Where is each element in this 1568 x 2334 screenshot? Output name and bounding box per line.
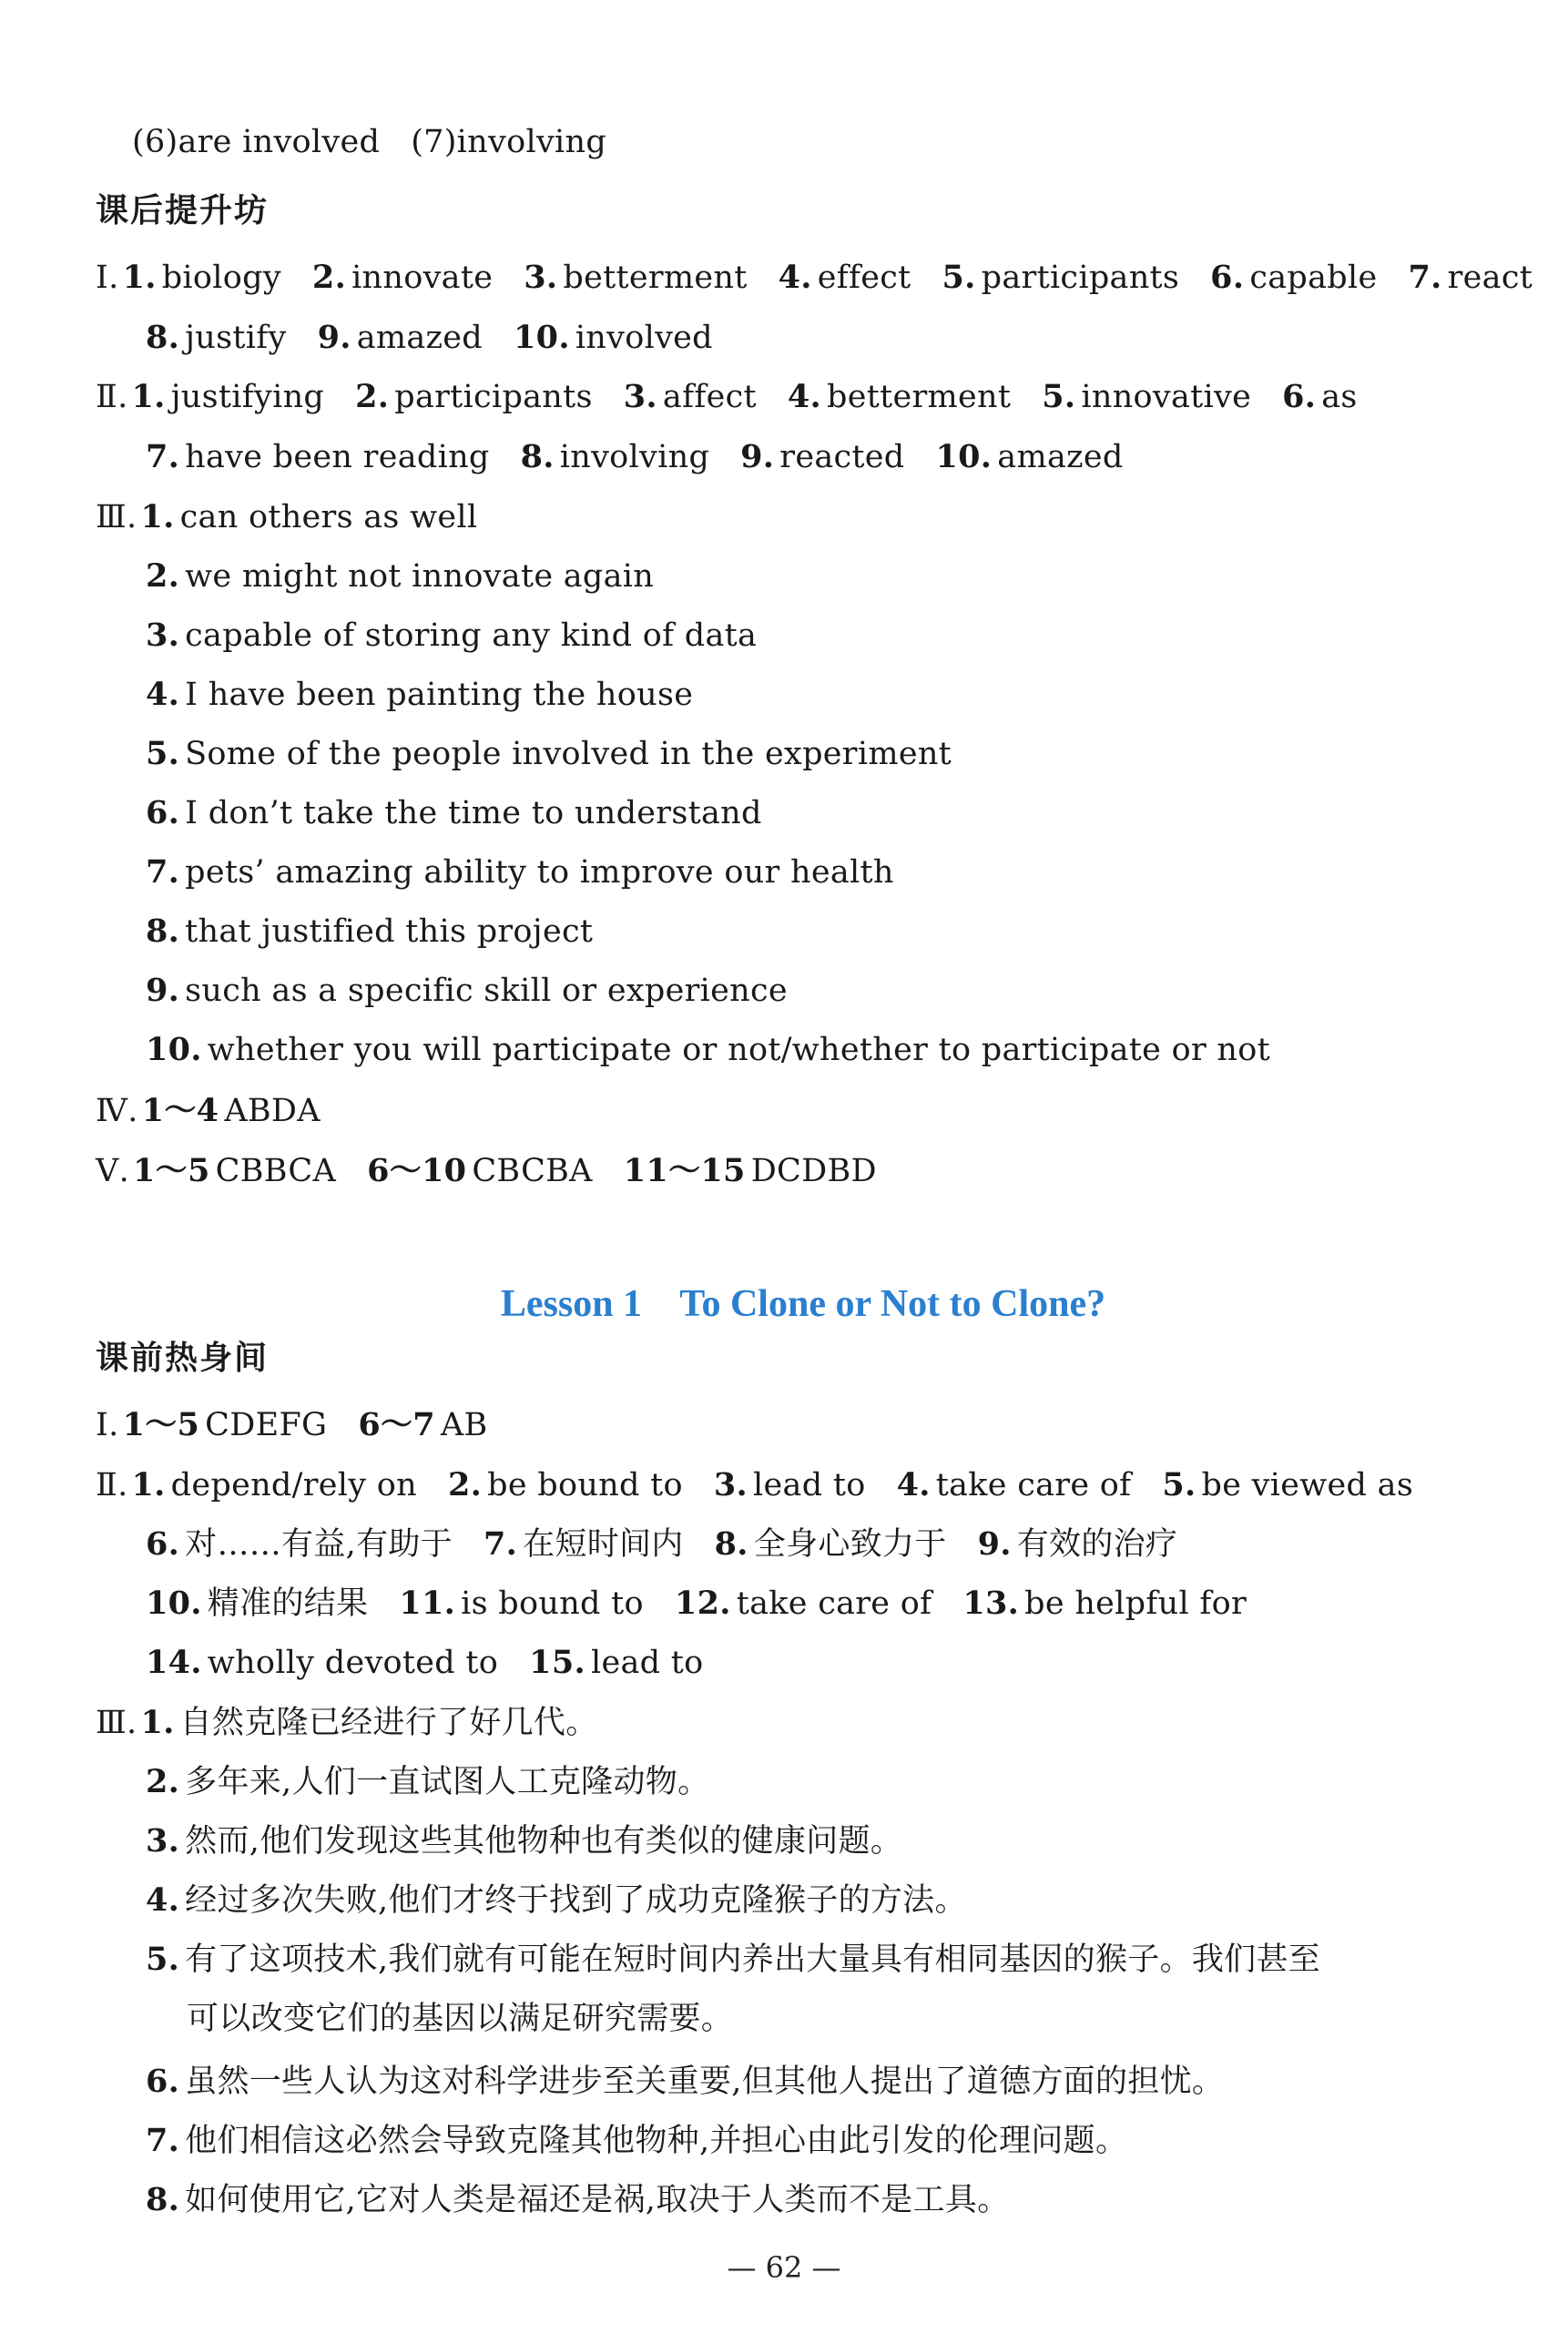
answer-text: we might not innovate again — [185, 558, 655, 595]
answer-text: 如何使用它,它对人类是福还是祸,取决于人类而不是工具。 — [185, 2182, 1010, 2218]
item-number: 10. — [146, 1585, 202, 1622]
item-number: 6. — [146, 1525, 180, 1563]
answer-text: justifying — [170, 379, 325, 415]
item-number: 7. — [483, 1525, 518, 1563]
answer-text: 自然克隆已经进行了好几代。 — [179, 1705, 598, 1741]
answer-text: 他们相信这必然会导致克隆其他物种,并担心由此引发的伦理问题。 — [185, 2123, 1128, 2159]
answer-text: capable of storing any kind of data — [185, 617, 758, 654]
item-number: 7. — [146, 853, 180, 891]
part-4-line — [96, 1091, 321, 1131]
answer-item: (6)are involved — [132, 124, 381, 160]
item-number: 9. — [146, 972, 180, 1009]
answer-text: pets’ amazing ability to improve our health — [185, 854, 894, 891]
answer-item: (7)involving — [411, 124, 607, 160]
answer-text: reacted — [779, 439, 905, 475]
answer-text: affect — [662, 379, 757, 415]
answer-text: 然而,他们发现这些其他物种也有类似的健康问题。 — [185, 1823, 903, 1860]
item-number: 2. — [146, 1763, 180, 1800]
answer-text: 经过多次失败,他们才终于找到了成功克隆猴子的方法。 — [185, 1882, 967, 1919]
answer-text: 有了这项技术,我们就有可能在短时间内养出大量具有相同基因的猴子。我们甚至 — [185, 1942, 1321, 1978]
answer-text: lead to — [590, 1645, 704, 1681]
answer-text: be bound to — [487, 1467, 683, 1503]
item-number: 1. — [122, 259, 157, 296]
item-number: 3. — [146, 1822, 180, 1860]
answer-text: 有效的治疗 — [1016, 1526, 1178, 1563]
item-number: 8. — [714, 1525, 748, 1563]
lesson-label: Lesson 1 — [500, 1283, 643, 1325]
item-number: 5. — [1162, 1466, 1196, 1503]
item-number: 8. — [146, 2181, 180, 2218]
item-number: 10. — [514, 319, 570, 356]
warmup-part-3-item-3 — [146, 1821, 902, 1861]
part-3-item-7 — [146, 852, 894, 892]
answer-text: involved — [575, 320, 713, 356]
item-number: 13. — [962, 1585, 1020, 1622]
part-2-line-2 — [146, 437, 1124, 477]
page-number: — 62 — — [727, 2250, 841, 2285]
item-range: 11～15 — [623, 1152, 746, 1189]
item-number: 6. — [1282, 378, 1317, 415]
answer-text: that justified this project — [185, 913, 594, 950]
item-number: 8. — [520, 438, 555, 475]
continued-answers — [132, 122, 606, 162]
part-1-line-1 — [96, 258, 1532, 298]
item-range: 1～5 — [133, 1152, 210, 1189]
answer-text: CBCBA — [472, 1153, 593, 1189]
answer-text: biology — [161, 260, 281, 296]
answer-text: 多年来,人们一直试图人工克隆动物。 — [185, 1764, 710, 1800]
warmup-part-3-item-2 — [146, 1762, 709, 1802]
item-number: 2. — [311, 259, 347, 296]
item-number: 4. — [778, 259, 812, 296]
part-3-item-9 — [146, 971, 788, 1011]
answer-text: I don’t take the time to understand — [185, 795, 762, 831]
part-3-item-5 — [146, 734, 952, 774]
section-heading-1: 课后提升坊 — [96, 192, 270, 229]
roman-numeral: Ⅴ. — [96, 1153, 130, 1189]
answer-text: whether you will participate or not/whether to participate or not — [207, 1032, 1270, 1068]
item-number: 8. — [146, 912, 180, 950]
roman-numeral: Ⅲ. — [96, 499, 137, 535]
answer-text: involving — [559, 439, 710, 475]
item-number: 9. — [977, 1525, 1012, 1563]
item-number: 2. — [355, 378, 390, 415]
item-range: 6～10 — [367, 1152, 467, 1189]
warmup-part-3-item-1 — [96, 1703, 598, 1743]
answer-text: amazed — [356, 320, 484, 356]
part-3-item-10 — [146, 1030, 1270, 1070]
answer-text: 在短时间内 — [523, 1526, 684, 1563]
part-3-item-6 — [146, 793, 762, 833]
warmup-part-2-line-2 — [146, 1524, 1177, 1564]
item-number: 1. — [140, 1704, 175, 1741]
answer-text: 对……有益,有助于 — [185, 1526, 453, 1563]
item-number: 2. — [447, 1466, 483, 1503]
answer-text: depend/rely on — [170, 1467, 417, 1503]
part-3-item-3 — [146, 616, 757, 656]
answer-text: is bound to — [461, 1585, 644, 1622]
answer-text: amazed — [997, 439, 1124, 475]
answer-text: participants — [394, 379, 593, 415]
item-number: 5. — [942, 259, 976, 296]
part-1-line-2 — [146, 318, 713, 358]
roman-numeral: Ⅰ. — [96, 1407, 119, 1443]
section-heading-2: 课前热身间 — [96, 1340, 270, 1377]
roman-numeral: Ⅱ. — [96, 379, 128, 415]
answer-text: justify — [185, 320, 287, 356]
warmup-part-3-item-5 — [146, 1940, 1320, 1980]
item-number: 7. — [1408, 259, 1442, 296]
item-range: 1～5 — [122, 1406, 200, 1443]
answer-text: can others as well — [179, 499, 478, 535]
warmup-part-3-item-4 — [146, 1880, 967, 1921]
item-number: 3. — [713, 1466, 748, 1503]
item-number: 1. — [131, 1466, 166, 1503]
answer-text: take care of — [935, 1467, 1132, 1503]
answer-text: capable — [1249, 260, 1378, 296]
answer-text: CDEFG — [205, 1407, 328, 1443]
part-3-item-4 — [146, 675, 693, 715]
item-number: 4. — [787, 378, 822, 415]
warmup-part-2-line-1 — [96, 1465, 1413, 1505]
part-3-item-8 — [146, 912, 593, 952]
answer-text: 虽然一些人认为这对科学进步至关重要,但其他人提出了道德方面的担忧。 — [185, 2064, 1225, 2100]
roman-numeral: Ⅳ. — [96, 1093, 138, 1129]
item-number: 5. — [146, 735, 180, 772]
answer-text: betterment — [827, 379, 1012, 415]
answer-text: lead to — [753, 1467, 866, 1503]
answer-text: be viewed as — [1201, 1467, 1414, 1503]
answer-text: have been reading — [185, 439, 490, 475]
item-number: 9. — [740, 438, 775, 475]
part-5-line — [96, 1151, 877, 1191]
warmup-part-3-item-6 — [146, 2062, 1224, 2102]
item-number: 4. — [896, 1466, 931, 1503]
item-number: 8. — [146, 319, 180, 356]
item-number: 10. — [146, 1031, 202, 1068]
warmup-part-2-line-4 — [146, 1643, 704, 1683]
answer-text: CBBCA — [215, 1153, 337, 1189]
warmup-part-3-item-5-continued: 可以改变它们的基因以满足研究需要。 — [187, 2001, 734, 2037]
warmup-part-1-line — [96, 1405, 488, 1445]
answer-text: innovate — [351, 260, 494, 296]
roman-numeral: Ⅲ. — [96, 1705, 137, 1741]
answer-text: I have been painting the house — [185, 677, 694, 713]
item-number: 5. — [146, 1941, 180, 1978]
item-range: 6～7 — [358, 1406, 435, 1443]
answer-text: Some of the people involved in the experiment — [185, 736, 952, 772]
answer-text: betterment — [563, 260, 748, 296]
part-3-item-2 — [146, 556, 654, 596]
item-number: 5. — [1042, 378, 1076, 415]
item-number: 9. — [317, 319, 351, 356]
answer-text: be helpful for — [1024, 1585, 1247, 1622]
item-number: 4. — [146, 1881, 180, 1919]
item-number: 14. — [146, 1644, 202, 1681]
roman-numeral: Ⅰ. — [96, 260, 119, 296]
answer-text: effect — [817, 260, 911, 296]
item-number: 1. — [131, 378, 166, 415]
item-number: 7. — [146, 2122, 180, 2159]
warmup-part-3-item-7 — [146, 2121, 1127, 2161]
answer-text: DCDBD — [750, 1153, 877, 1189]
answer-text: take care of — [736, 1585, 932, 1622]
answer-text: 精准的结果 — [207, 1585, 369, 1622]
answer-text: react — [1447, 260, 1533, 296]
item-number: 2. — [146, 557, 180, 595]
item-number: 4. — [146, 676, 180, 713]
answer-text: such as a specific skill or experience — [185, 973, 788, 1009]
item-number: 3. — [623, 378, 657, 415]
item-number: 12. — [674, 1585, 731, 1622]
item-number: 11. — [399, 1585, 456, 1622]
answer-text: AB — [440, 1407, 488, 1443]
part-3-item-1 — [96, 497, 477, 537]
part-2-line-1 — [96, 377, 1358, 417]
warmup-part-3-item-8 — [146, 2180, 1010, 2220]
item-number: 10. — [935, 438, 993, 475]
item-number: 6. — [146, 794, 180, 831]
item-range: 1～4 — [141, 1092, 219, 1129]
answer-text: as — [1321, 379, 1358, 415]
lesson-name: To Clone or Not to Clone? — [679, 1283, 1106, 1325]
answer-text: ABDA — [224, 1093, 321, 1129]
answer-text: participants — [981, 260, 1180, 296]
item-number: 15. — [529, 1644, 585, 1681]
roman-numeral: Ⅱ. — [96, 1467, 128, 1503]
answer-text: innovative — [1081, 379, 1252, 415]
item-number: 1. — [140, 498, 175, 535]
item-number: 7. — [146, 438, 180, 475]
item-number: 3. — [524, 259, 558, 296]
item-number: 6. — [146, 2063, 180, 2100]
answer-text: 全身心致力于 — [753, 1526, 947, 1563]
answer-text: wholly devoted to — [207, 1645, 499, 1681]
warmup-part-2-line-3 — [146, 1584, 1247, 1624]
item-number: 6. — [1210, 259, 1245, 296]
item-number: 3. — [146, 617, 180, 654]
